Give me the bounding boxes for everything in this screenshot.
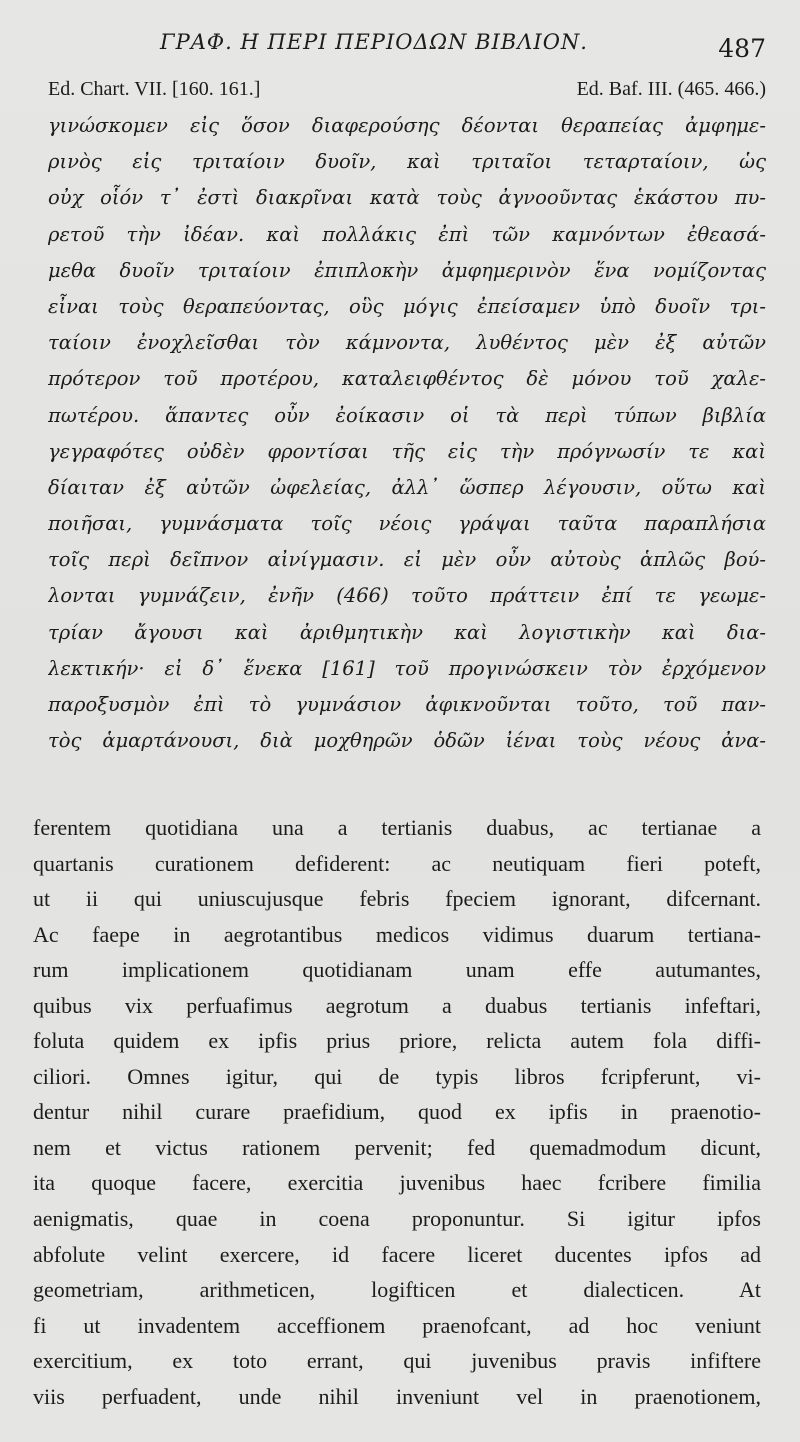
latin-text-line: Ac faepe in aegrotantibus medicos vidimus duarum tertiana- xyxy=(33,921,761,947)
greek-text-line: λονται γυμνάζειν, ἐνῆν (466) τοῦτο πράττειν ἐπί τε γεωμε- xyxy=(48,584,766,608)
greek-text-line: ποιῆσαι, γυμνάσματα τοῖς νέοις γράψαι ταῦτα παραπλήσια xyxy=(48,512,766,536)
latin-text-line: quartanis curationem defiderent: ac neutiquam fieri poteft, xyxy=(33,850,761,876)
latin-text-line: ciliori. Omnes igitur, qui de typis libros fcripferunt, vi- xyxy=(33,1063,761,1089)
greek-text-line: γινώσκομεν εἰς ὅσον διαφερούσης δέονται θεραπείας ἀμφημε- xyxy=(48,114,766,137)
edition-basel-reference: Ed. Baf. III. (465. 466.) xyxy=(576,78,766,100)
greek-text-line: μεθα δυοῖν τριταίοιν ἐπιπλοκὴν ἀμφημερινὸν ἕνα νομίζοντας xyxy=(48,258,766,282)
greek-text-line: ταίοιν ἐνοχλεῖσθαι τὸν κάμνοντα, λυθέντος μὲν ἐξ αὐτῶν xyxy=(48,331,766,355)
latin-text-line: ferentem quotidiana una a tertianis duabus, ac tertianae a xyxy=(33,815,761,840)
latin-text-line: quibus vix perfuafimus aegrotum a duabus tertianis infeftari, xyxy=(33,992,761,1018)
edition-chart-reference: Ed. Chart. VII. [160. 161.] xyxy=(48,78,261,100)
greek-text-line: δίαιταν ἐξ αὐτῶν ὠφελείας, ἀλλ᾽ ὥσπερ λέγουσιν, οὕτω καὶ xyxy=(48,475,766,499)
greek-text-line: τὸς ἁμαρτάνουσι, διὰ μοχθηρῶν ὁδῶν ἰέναι τοὺς νέους ἀνα- xyxy=(48,729,766,753)
page-number: 487 xyxy=(718,34,766,63)
latin-text-line: dentur nihil curare praefidium, quod ex ipfis in praenotio- xyxy=(33,1099,761,1125)
latin-text-line: abfolute velint exercere, id facere liceret ducentes ipfos ad xyxy=(33,1241,761,1267)
latin-text-line: foluta quidem ex ipfis prius priore, relicta autem fola diffi- xyxy=(33,1028,761,1054)
greek-text-line: τρίαν ἄγουσι καὶ ἀριθμητικὴν καὶ λογιστικὴν καὶ δια- xyxy=(48,620,766,644)
latin-text-line: exercitium, ex toto errant, qui juvenibus pravis infiftere xyxy=(33,1348,761,1374)
greek-text-line: γεγραφότες οὐδὲν φροντίσαι τῆς εἰς τὴν πρόγνωσίν τε καὶ xyxy=(48,439,766,463)
greek-text-line: εἶναι τοὺς θεραπεύοντας, οὓς μόγις ἐπείσαμεν ὑπὸ δυοῖν τρι- xyxy=(48,294,766,318)
latin-text-line: viis perfuadent, unde nihil inveniunt vel in praenotionem, xyxy=(33,1383,761,1409)
latin-text-line: aenigmatis, quae in coena proponuntur. Si igitur ipfos xyxy=(33,1206,761,1232)
latin-text-line: rum implicationem quotidianam unam effe autumantes, xyxy=(33,957,761,983)
greek-text-line: πρότερον τοῦ προτέρου, καταλειφθέντος δὲ μόνου τοῦ χαλε- xyxy=(48,367,766,391)
greek-text-line: ρινὸς εἰς τριταίοιν δυοῖν, καὶ τριταῖοι τεταρταίοιν, ὡς xyxy=(48,150,766,174)
edition-reference-line xyxy=(48,78,766,104)
greek-text-line: λεκτικήν· εἰ δ᾽ ἕνεκα [161] τοῦ προγινώσκειν τὸν ἐρχόμενον xyxy=(48,656,766,680)
latin-text-line: fi ut invadentem acceffionem praenofcant, ad hoc veniunt xyxy=(33,1312,761,1338)
running-head xyxy=(0,30,800,63)
greek-text-line: οὐχ οἷόν τ᾽ ἐστὶ διακρῖναι κατὰ τοὺς ἀγνοοῦντας ἑκάστου πυ- xyxy=(48,186,766,210)
greek-text-line: παροξυσμὸν ἐπὶ τὸ γυμνάσιον ἀφικνοῦνται τοῦτο, τοῦ παν- xyxy=(48,693,766,716)
greek-text-block xyxy=(48,108,766,759)
latin-text-line: geometriam, arithmeticen, logifticen et dialecticen. At xyxy=(33,1277,761,1303)
greek-text-line: τοῖς περὶ δεῖπνον αἰνίγμασιν. εἰ μὲν οὖν αὐτοὺς ἁπλῶς βού- xyxy=(48,548,766,572)
greek-text-line: πωτέρου. ἅπαντες οὖν ἐοίκασιν οἱ τὰ περὶ τύπων βιβλία xyxy=(48,403,766,427)
running-title: ΓΡΑΦ. Η ΠΕΡΙ ΠΕΡΙΟΔΩΝ ΒΙΒΛΙΟΝ. xyxy=(160,30,588,54)
latin-text-line: ut ii qui uniuscujusque febris fpeciem ignorant, difcernant. xyxy=(33,886,761,912)
latin-text-line: nem et victus rationem pervenit; fed quemadmodum dicunt, xyxy=(33,1134,761,1160)
greek-text-line: ρετοῦ τὴν ἰδέαν. καὶ πολλάκις ἐπὶ τῶν καμνόντων ἐθεασά- xyxy=(48,222,766,246)
latin-text-block xyxy=(33,810,761,1414)
latin-text-line: ita quoque facere, exercitia juvenibus haec fcribere fimilia xyxy=(33,1170,761,1196)
